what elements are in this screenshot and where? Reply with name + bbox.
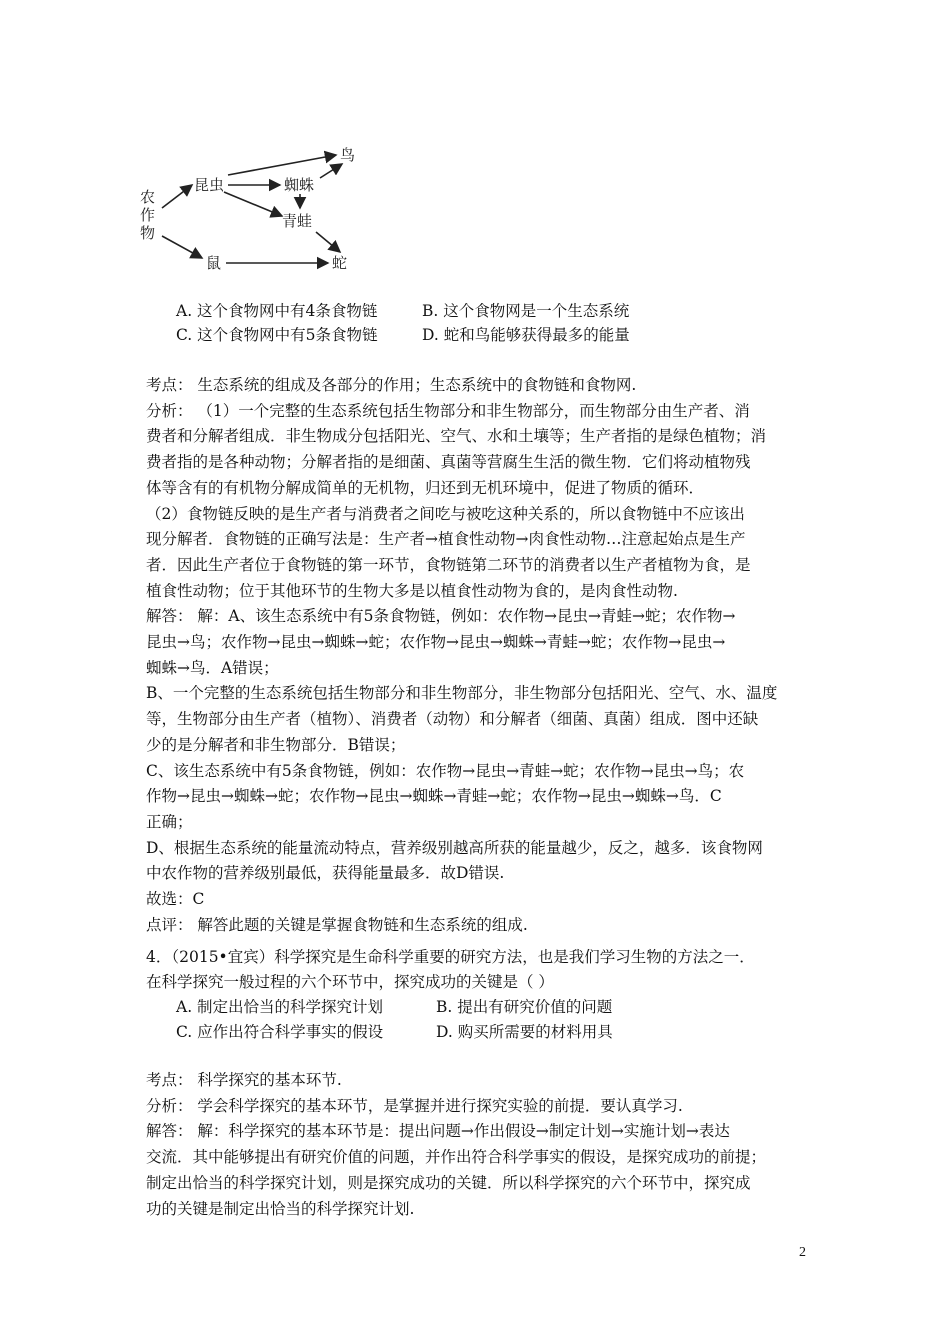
- q4-stem-line-2: 在科学探究一般过程的六个环节中，探究成功的关键是（ ）: [146, 973, 554, 991]
- q3-text-line: 费者指的是各种动物；分解者指的是细菌、真菌等营腐生生活的微生物．它们将动植物残: [146, 453, 751, 472]
- q3-text-line: 费者和分解者组成．非生物成分包括阳光、空气、水和土壤等；生产者指的是绿色植物；消: [146, 427, 767, 446]
- node-crops-1: 农: [140, 188, 156, 206]
- q4-option-b: B. 提出有研究价值的问题: [436, 998, 613, 1016]
- q4-text-line: 交流．其中能够提出有研究价值的问题，并作出符合科学事实的假设，是探究成功的前提；: [146, 1148, 767, 1167]
- q4-options-row-1: [176, 996, 612, 1018]
- q4-text-line: 功的关键是制定出恰当的科学探究计划.: [146, 1199, 415, 1218]
- q3-option-a: A. 这个食物网中有4条食物链: [176, 302, 378, 320]
- node-mouse: 鼠: [206, 254, 222, 272]
- edge-crops-mouse: [162, 236, 202, 258]
- edge-insect-frog: [224, 192, 282, 216]
- q4-option-c: C. 应作出符合科学事实的假设: [176, 1023, 384, 1041]
- q4-text-line: 制定出恰当的科学探究计划，则是探究成功的关键．所以科学探究的六个环节中，探究成: [146, 1173, 751, 1192]
- q4-option-a: A. 制定出恰当的科学探究计划: [176, 998, 384, 1016]
- edge-spider-bird: [320, 164, 342, 178]
- page-number: 2: [799, 1245, 806, 1260]
- q3-text-line: 昆虫→鸟；农作物→昆虫→蜘蛛→蛇；农作物→昆虫→蜘蛛→青蛙→蛇；农作物→昆虫→: [146, 633, 726, 651]
- q3-text-line: C、该生态系统中有5条食物链，例如：农作物→昆虫→青蛙→蛇；农作物→昆虫→鸟；农: [146, 761, 745, 780]
- node-insect: 昆虫: [194, 176, 225, 194]
- q4-text-line: 分析： 学会科学探究的基本环节，是掌握并进行探究实验的前提．要认真学习.: [146, 1096, 683, 1115]
- q3-text-line: 等，生物部分由生产者（植物）、消费者（动物）和分解者（细菌、真菌）组成．图中还缺: [146, 710, 759, 729]
- q3-text-line: 解答： 解：A、该生态系统中有5条食物链，例如：农作物→昆虫→青蛙→蛇；农作物→: [146, 607, 736, 626]
- q3-options-row-1: [176, 300, 629, 322]
- q3-text-line: 作物→昆虫→蜘蛛→蛇；农作物→昆虫→蜘蛛→青蛙→蛇；农作物→昆虫→蜘蛛→鸟．C: [146, 787, 722, 806]
- q4-text-line: 考点： 科学探究的基本环节.: [146, 1071, 342, 1089]
- q3-text-line: 点评： 解答此题的关键是掌握食物链和生态系统的组成.: [146, 915, 528, 934]
- q3-text-line: 分析： （1）一个完整的生态系统包括生物部分和非生物部分，而生物部分由生产者、消: [146, 401, 750, 420]
- edge-insect-bird: [228, 155, 336, 175]
- edge-crops-insect: [162, 185, 192, 208]
- q4-text-line: 解答： 解：科学探究的基本环节是：提出问题→作出假设→制定计划→实施计划→表达: [146, 1122, 730, 1141]
- node-spider: 蜘蛛: [284, 176, 315, 194]
- food-web-diagram: [136, 140, 376, 282]
- q3-text-line: B、一个完整的生态系统包括生物部分和非生物部分，非生物部分包括阳光、空气、水、温度: [146, 684, 778, 703]
- q4-option-d: D. 购买所需要的材料用具: [436, 1023, 613, 1041]
- q4-stem-line-1: 4．（2015•宜宾）科学探究是生命科学重要的研究方法，也是我们学习生物的方法之一．: [146, 948, 755, 966]
- q3-option-b: B. 这个食物网是一个生态系统: [422, 302, 630, 320]
- node-frog: 青蛙: [282, 212, 313, 230]
- q3-text-line: 正确；: [146, 812, 193, 831]
- q3-option-d: D. 蛇和鸟能够获得最多的能量: [422, 326, 630, 344]
- q3-text-line: （2）食物链反映的是生产者与消费者之间吃与被吃这种关系的，所以食物链中不应该出: [146, 504, 745, 523]
- q3-text-line: 考点： 生态系统的组成及各部分的作用；生态系统中的食物链和食物网.: [146, 376, 637, 394]
- node-bird: 鸟: [340, 146, 356, 164]
- node-crops-3: 物: [140, 224, 156, 242]
- q3-text-line: 故选：C: [146, 890, 205, 908]
- q3-text-line: 植食性动物；位于其他环节的生物大多是以植食性动物为食的，是肉食性动物.: [146, 581, 678, 600]
- q3-text-line: 少的是分解者和非生物部分．B错误；: [146, 735, 406, 754]
- q4-options-row-2: [176, 1021, 613, 1043]
- node-snake: 蛇: [332, 254, 348, 272]
- q3-option-c: C. 这个食物网中有5条食物链: [176, 326, 378, 344]
- q3-text-line: 蜘蛛→鸟．A错误；: [146, 658, 279, 677]
- edge-frog-snake: [316, 232, 340, 252]
- q3-text-line: D、根据生态系统的能量流动特点，营养级别越高所获的能量越少，反之，越多．该食物网: [146, 838, 763, 857]
- q3-options-row-2: [176, 324, 630, 346]
- q3-text-line: 者．因此生产者位于食物链的第一环节，食物链第二环节的消费者以生产者植物为食，是: [146, 555, 751, 574]
- node-crops-2: 作: [140, 206, 156, 224]
- q3-text-line: 现分解者．食物链的正确写法是：生产者→植食性动物→肉食性动物…注意起始点是生产: [146, 530, 746, 549]
- food-web-svg: [136, 140, 376, 282]
- q3-text-line: 中农作物的营养级别最低，获得能量最多．故D错误.: [146, 864, 505, 883]
- q3-text-line: 体等含有的有机物分解成简单的无机物，归还到无机环境中，促进了物质的循环．: [146, 478, 705, 497]
